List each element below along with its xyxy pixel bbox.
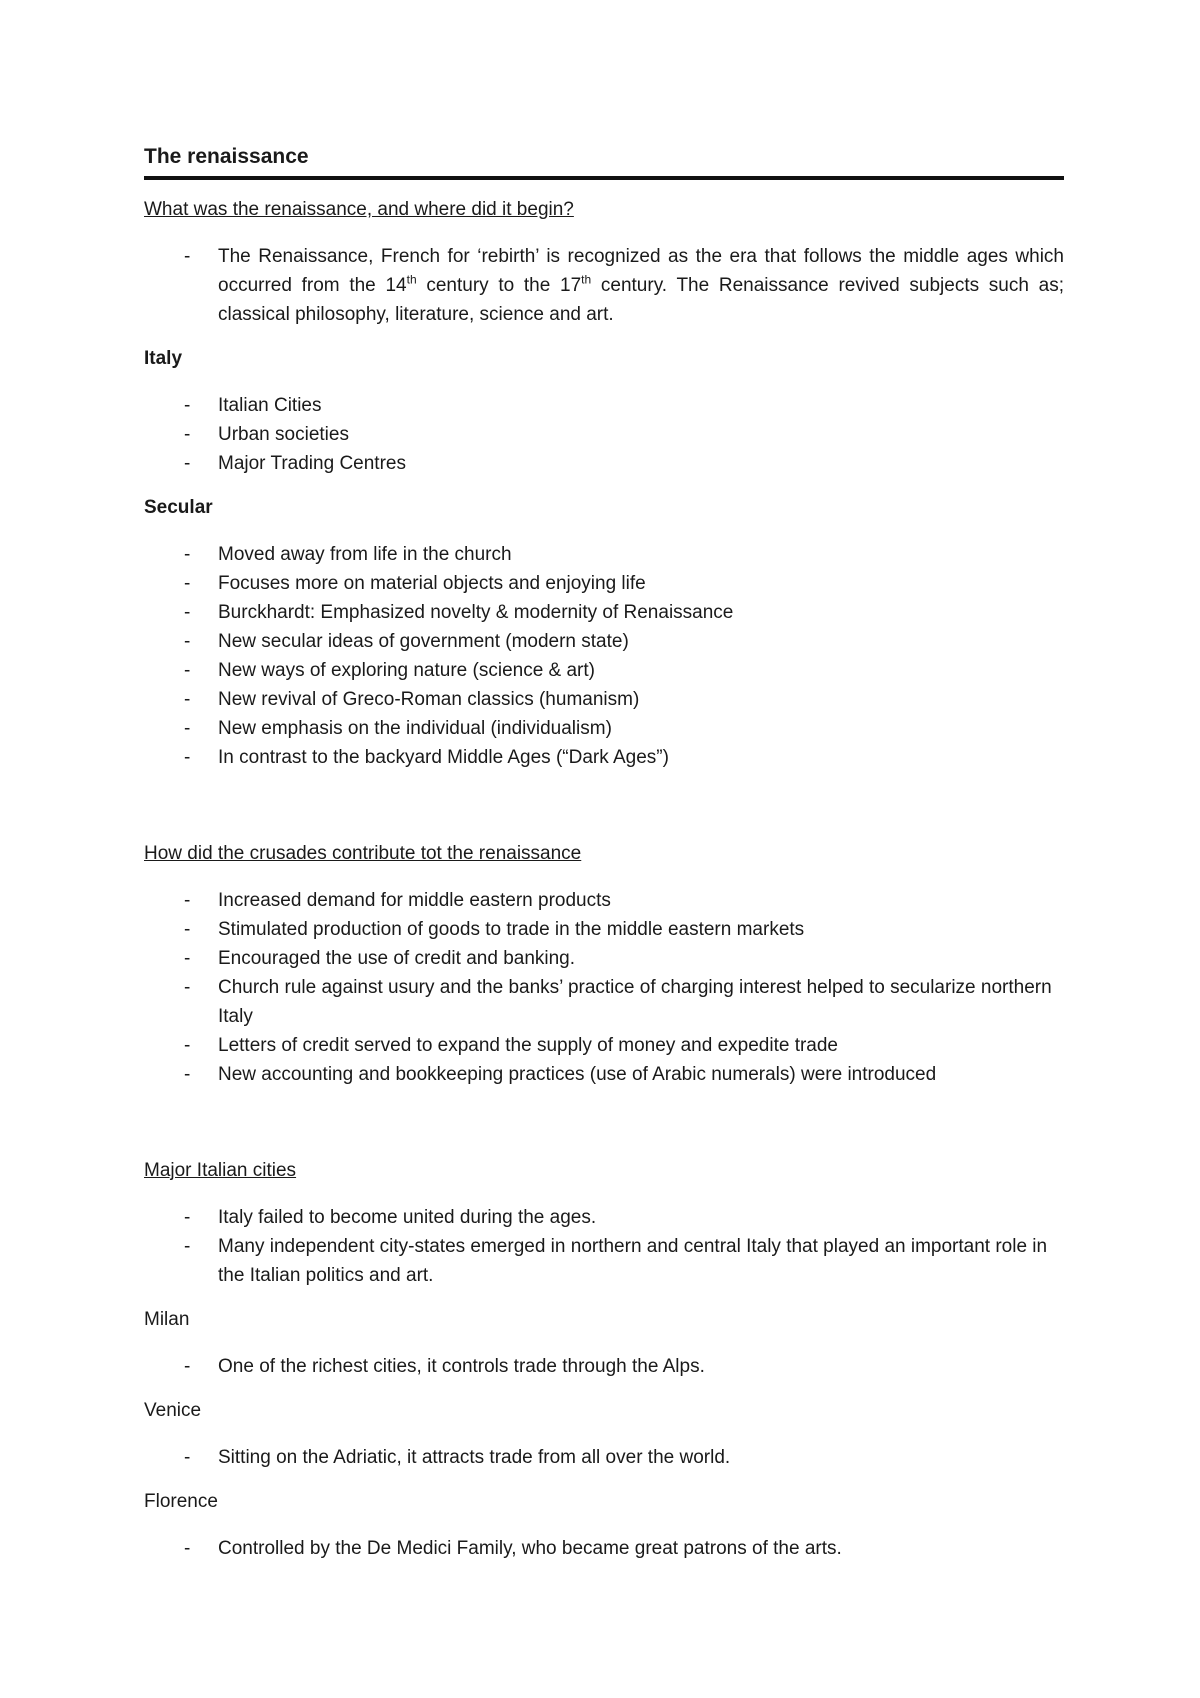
list-item: - New revival of Greco-Roman classics (humanism) (144, 685, 1064, 714)
section-heading-italy: Italy (144, 348, 183, 369)
section-heading-major-cities: Major Italian cities (144, 1160, 297, 1181)
list-item: - Urban societies (144, 420, 1064, 449)
list-item: - Letters of credit served to expand the supply of money and expedite trade (144, 1031, 1064, 1060)
document-page (144, 144, 1064, 1581)
spacer (144, 1107, 1064, 1159)
milan-list (144, 1352, 1064, 1381)
section-heading-renaissance-origin: What was the renaissance, and where did it begin? (144, 199, 574, 220)
section-heading-secular: Secular (144, 497, 213, 518)
list-item: - Many independent city-states emerged in northern and central Italy that played an important role in the Italian politics and art. (144, 1232, 1064, 1290)
list-item: - New secular ideas of government (modern state) (144, 627, 1064, 656)
list-item: - New emphasis on the individual (individualism) (144, 714, 1064, 743)
subheading-milan: Milan (144, 1309, 190, 1330)
subheading-venice: Venice (144, 1400, 202, 1421)
italy-list (144, 391, 1064, 478)
list-item: - In contrast to the backyard Middle Ages (“Dark Ages”) (144, 743, 1064, 772)
list-item: - Italian Cities (144, 391, 1064, 420)
page-title: The renaissance (144, 144, 1064, 180)
list-item: - Sitting on the Adriatic, it attracts trade from all over the world. (144, 1443, 1064, 1472)
list-item: - New accounting and bookkeeping practices (use of Arabic numerals) were introduced (144, 1060, 1064, 1089)
list-item: - Stimulated production of goods to trade in the middle eastern markets (144, 915, 1064, 944)
list-item: - New ways of exploring nature (science & art) (144, 656, 1064, 685)
list-item: - Church rule against usury and the banks’ practice of charging interest helped to secularize northern Italy (144, 973, 1064, 1031)
section-heading-crusades: How did the crusades contribute tot the renaissance (144, 843, 582, 864)
renaissance-origin-list (144, 242, 1064, 329)
list-item: - Moved away from life in the church (144, 540, 1064, 569)
list-item: - Focuses more on material objects and enjoying life (144, 569, 1064, 598)
list-item: - Burckhardt: Emphasized novelty & modernity of Renaissance (144, 598, 1064, 627)
list-item: - Major Trading Centres (144, 449, 1064, 478)
list-item: - Increased demand for middle eastern products (144, 886, 1064, 915)
list-item: - The Renaissance, French for ‘rebirth’ is recognized as the era that follows the middle ages which occurred from the 14th century to the 17th century. The Renaissance revived subjects such as; classical philosophy, literature, science and art. (144, 242, 1064, 329)
crusades-list (144, 886, 1064, 1089)
secular-list (144, 540, 1064, 772)
list-item: - One of the richest cities, it controls trade through the Alps. (144, 1352, 1064, 1381)
list-item: - Controlled by the De Medici Family, who became great patrons of the arts. (144, 1534, 1064, 1563)
venice-list (144, 1443, 1064, 1472)
major-cities-list (144, 1203, 1064, 1290)
list-item: - Italy failed to become united during the ages. (144, 1203, 1064, 1232)
list-item: - Encouraged the use of credit and banking. (144, 944, 1064, 973)
spacer (144, 790, 1064, 842)
subheading-florence: Florence (144, 1491, 218, 1512)
florence-list (144, 1534, 1064, 1563)
